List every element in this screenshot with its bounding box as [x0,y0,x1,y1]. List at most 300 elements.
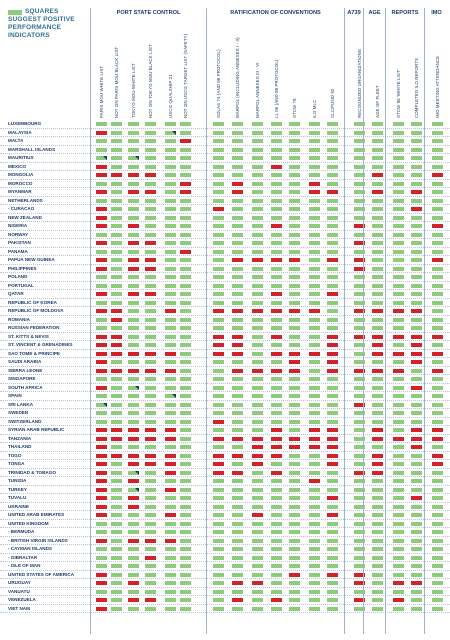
indicator-cell [411,148,422,152]
indicator-cell [271,216,282,220]
indicator-cell [289,173,300,177]
indicator-cell [128,462,139,466]
indicator-cell [232,437,243,441]
column-header-label: AGE OF FLEET [375,85,380,118]
indicator-cell [145,301,156,305]
indicator-cell [128,411,139,415]
country-name: PANAMA [8,248,28,254]
indicator-cell [111,216,122,220]
indicator-cell [165,530,176,534]
indicator-cell [252,513,263,517]
indicator-cell [372,207,383,211]
table-row [0,545,450,554]
indicator-cell [128,216,139,220]
indicator-cell [96,598,107,602]
indicator-cell [372,241,383,245]
indicator-cell [180,301,191,305]
indicator-cell [111,173,122,177]
indicator-cell [271,352,282,356]
indicator-cell [180,156,191,160]
indicator-cell [252,343,263,347]
indicator-cell [393,496,404,500]
indicator-cell [165,148,176,152]
country-name: SPAIN [8,393,22,398]
indicator-cell [372,573,383,577]
indicator-cell [289,284,300,288]
indicator-cell [145,131,156,135]
indicator-cell [128,318,139,322]
indicator-cell [180,479,191,483]
table-row [0,375,450,384]
indicator-cell [165,462,176,466]
indicator-cell [165,250,176,254]
indicator-cell [271,173,282,177]
table-row [0,214,450,223]
indicator-cell [128,148,139,152]
indicator-cell [213,547,224,551]
indicator-cell [289,182,300,186]
indicator-cell [271,394,282,398]
indicator-cell [393,190,404,194]
indicator-cell [111,428,122,432]
indicator-cell [432,131,443,135]
indicator-cell [372,224,383,228]
indicator-cell [180,488,191,492]
column-header-label: NOT ON PARIS MOU BLACK LIST [114,46,119,118]
indicator-cell [432,173,443,177]
indicator-cell [180,284,191,288]
indicator-cell [393,377,404,381]
country-name: - ISLE OF MAN [8,563,41,568]
table-row [0,520,450,529]
indicator-cell [180,581,191,585]
indicator-cell [411,598,422,602]
indicator-cell [309,530,320,534]
indicator-cell [213,139,224,143]
indicator-cell [213,301,224,305]
indicator-cell [271,318,282,322]
column-header [393,18,405,118]
indicator-cell [393,369,404,373]
indicator-cell [289,326,300,330]
country-name: ROMANIA [8,316,30,322]
indicator-cell [327,411,338,415]
table-row [0,426,450,435]
indicator-cell [432,250,443,254]
indicator-cell [309,488,320,492]
indicator-cell [180,377,191,381]
country-name: TOGO [8,452,22,458]
indicator-cell [252,190,263,194]
indicator-cell [111,360,122,364]
indicator-cell [232,598,243,602]
indicator-cell [232,556,243,560]
indicator-cell [145,369,156,373]
column-header-label: ILO MLC [312,99,317,118]
indicator-cell [252,148,263,152]
column-header-label: RECOGNIZED ORGANIZATIONS [357,49,362,118]
indicator-cell [180,369,191,373]
indicator-cell [411,513,422,517]
indicator-cell [309,471,320,475]
indicator-cell [96,386,107,390]
group-header: PORT STATE CONTROL [116,10,181,16]
indicator-cell [289,207,300,211]
indicator-cell [289,428,300,432]
indicator-cell [232,352,243,356]
indicator-cell [432,360,443,364]
indicator-cell [372,386,383,390]
indicator-cell [372,199,383,203]
indicator-cell [271,496,282,500]
indicator-cell [271,377,282,381]
indicator-cell [213,207,224,211]
indicator-cell [372,267,383,271]
indicator-cell [252,581,263,585]
indicator-cell [372,505,383,509]
indicator-cell [145,377,156,381]
indicator-cell [165,241,176,245]
table-row [0,409,450,418]
indicator-cell [393,173,404,177]
indicator-cell [213,530,224,534]
indicator-cell [289,369,300,373]
indicator-cell [411,326,422,330]
indicator-cell [393,530,404,534]
indicator-cell [252,301,263,305]
indicator-cell [165,428,176,432]
indicator-cell [411,539,422,543]
indicator-cell [180,411,191,415]
indicator-cell [271,513,282,517]
indicator-cell [96,420,107,424]
indicator-cell [128,488,139,492]
indicator-cell [232,284,243,288]
indicator-cell [128,199,139,203]
indicator-cell [96,530,107,534]
table-row [0,460,450,469]
indicator-cell [165,386,176,390]
indicator-cell [372,233,383,237]
indicator-cell [252,462,263,466]
indicator-cell [432,496,443,500]
indicator-cell [252,547,263,551]
indicator-cell [165,420,176,424]
indicator-cell [372,326,383,330]
indicator-cell [327,326,338,330]
indicator-cell [111,411,122,415]
indicator-cell [432,165,443,169]
table-row [0,299,450,308]
column-header-label: IMO MEETING ATTENDANCE [435,55,440,118]
indicator-cell [271,250,282,254]
indicator-cell [309,233,320,237]
country-name: SINGAPORE [8,376,36,381]
table-row [0,494,450,503]
indicator-cell [111,607,122,611]
indicator-cell [309,309,320,313]
indicator-cell [432,335,443,339]
indicator-cell [393,233,404,237]
indicator-cell [252,437,263,441]
indicator-cell [432,547,443,551]
country-name: RUSSIAN FEDERATION [8,325,60,330]
indicator-cell [165,369,176,373]
indicator-cell [165,173,176,177]
indicator-cell [309,547,320,551]
indicator-cell [327,377,338,381]
indicator-cell [327,386,338,390]
country-name: MONGOLIA [8,172,34,177]
indicator-cell [96,182,107,186]
indicator-cell [111,386,122,390]
indicator-cell [309,369,320,373]
indicator-cell [289,479,300,483]
indicator-cell [411,479,422,483]
indicator-cell [372,471,383,475]
indicator-cell [289,148,300,152]
table-row [0,188,450,197]
table-row [0,307,450,316]
indicator-cell [232,454,243,458]
indicator-cell [128,233,139,237]
indicator-cell [372,250,383,254]
indicator-cell [145,190,156,194]
indicator-cell [327,360,338,364]
indicator-cell [372,462,383,466]
indicator-cell [232,547,243,551]
indicator-cell [372,360,383,364]
indicator-cell [309,505,320,509]
indicator-cell [111,454,122,458]
indicator-cell [232,131,243,135]
indicator-cell [232,403,243,407]
indicator-cell [145,284,156,288]
indicator-cell [128,530,139,534]
indicator-cell [327,335,338,339]
indicator-cell [96,250,107,254]
indicator-cell [309,556,320,560]
indicator-cell [111,573,122,577]
indicator-cell [145,547,156,551]
indicator-cell [213,233,224,237]
country-name: PAPUA NEW GUINEA [8,257,55,262]
indicator-cell [327,369,338,373]
indicator-cell [165,267,176,271]
indicator-cell [372,479,383,483]
country-name: QATAR [8,291,24,296]
indicator-cell [432,394,443,398]
indicator-cell [289,199,300,203]
indicator-cell [213,471,224,475]
indicator-cell [372,131,383,135]
indicator-cell [111,539,122,543]
indicator-cell [432,156,443,160]
indicator-cell [180,199,191,203]
indicator-cell [372,165,383,169]
indicator-cell [165,564,176,568]
indicator-cell [111,590,122,594]
indicator-cell [252,224,263,228]
indicator-cell [432,564,443,568]
indicator-cell [145,241,156,245]
indicator-cell [232,411,243,415]
table-row [0,120,450,129]
indicator-cell [289,139,300,143]
indicator-cell [145,479,156,483]
indicator-cell [180,241,191,245]
column-header-label: MARPOL (INCLUDING ANNEXES I - II) [235,37,240,118]
indicator-cell [271,190,282,194]
indicator-cell [165,598,176,602]
table-row [0,154,450,163]
indicator-cell [128,394,139,398]
indicator-cell [393,445,404,449]
indicator-cell [252,454,263,458]
indicator-cell [327,403,338,407]
indicator-cell [111,165,122,169]
indicator-cell [165,207,176,211]
indicator-cell [289,309,300,313]
table-row [0,392,450,401]
indicator-cell [145,488,156,492]
indicator-cell [128,564,139,568]
indicator-cell [180,564,191,568]
indicator-cell [252,573,263,577]
indicator-cell [432,471,443,475]
indicator-cell [213,148,224,152]
indicator-cell [309,182,320,186]
indicator-cell [271,292,282,296]
indicator-cell [111,250,122,254]
indicator-cell [128,581,139,585]
indicator-cell [96,122,107,126]
country-name: TONGA [8,461,25,466]
indicator-cell [96,394,107,398]
indicator-cell [213,556,224,560]
indicator-cell [96,318,107,322]
indicator-cell [327,233,338,237]
indicator-cell [327,505,338,509]
indicator-cell [289,301,300,305]
indicator-cell [393,428,404,432]
indicator-cell [165,607,176,611]
indicator-cell [145,556,156,560]
indicator-cell [327,258,338,262]
indicator-cell [289,590,300,594]
indicator-cell [327,573,338,577]
country-name: TUNISIA [8,478,27,483]
indicator-cell [411,437,422,441]
indicator-cell [96,156,107,160]
indicator-cell [411,216,422,220]
indicator-cell [289,445,300,449]
indicator-cell [289,343,300,347]
indicator-cell [111,394,122,398]
indicator-cell [432,411,443,415]
indicator-cell [252,386,263,390]
indicator-cell [213,573,224,577]
indicator-cell [111,156,122,160]
indicator-cell [213,505,224,509]
indicator-cell [252,233,263,237]
indicator-cell [309,292,320,296]
indicator-cell [393,505,404,509]
indicator-cell [145,394,156,398]
indicator-cell [145,318,156,322]
indicator-cell [271,241,282,245]
indicator-cell [128,258,139,262]
indicator-cell [327,352,338,356]
indicator-cell [289,454,300,458]
indicator-cell [145,505,156,509]
indicator-cell [393,360,404,364]
indicator-cell [111,182,122,186]
indicator-cell [96,377,107,381]
indicator-cell [393,267,404,271]
indicator-cell [128,122,139,126]
indicator-cell [111,267,122,271]
indicator-cell [372,343,383,347]
indicator-cell [213,199,224,203]
indicator-cell [128,607,139,611]
indicator-cell [309,173,320,177]
indicator-cell [213,182,224,186]
indicator-cell [309,522,320,526]
indicator-cell [232,607,243,611]
indicator-cell [165,199,176,203]
indicator-cell [372,284,383,288]
indicator-cell [96,326,107,330]
indicator-cell [271,258,282,262]
indicator-cell [96,573,107,577]
indicator-cell [432,148,443,152]
indicator-cell [432,216,443,220]
indicator-cell [289,258,300,262]
indicator-cell [252,428,263,432]
indicator-cell [327,275,338,279]
country-name: NETHERLANDS [8,197,43,203]
country-name: SWITZERLAND [8,418,42,424]
country-name: TRINIDAD & TOBAGO [8,469,56,475]
indicator-cell [252,590,263,594]
indicator-cell [271,131,282,135]
column-headers [0,0,450,120]
indicator-cell [111,309,122,313]
indicator-cell [289,581,300,585]
indicator-cell [165,556,176,560]
indicator-cell [165,343,176,347]
indicator-cell [232,471,243,475]
country-name: - BRITISH VIRGIN ISLANDS [8,537,68,543]
indicator-cell [271,454,282,458]
country-name: - GIBRALTAR [8,554,38,560]
indicator-cell [432,522,443,526]
indicator-cell [145,258,156,262]
indicator-cell [309,335,320,339]
indicator-cell [327,301,338,305]
country-name: MOROCCO [8,180,33,186]
indicator-cell [372,496,383,500]
country-name: SAUDI ARABIA [8,359,42,364]
indicator-cell [327,471,338,475]
indicator-cell [327,539,338,543]
indicator-cell [327,522,338,526]
indicator-cell [165,233,176,237]
indicator-cell [393,326,404,330]
indicator-cell [289,462,300,466]
indicator-cell [145,326,156,330]
